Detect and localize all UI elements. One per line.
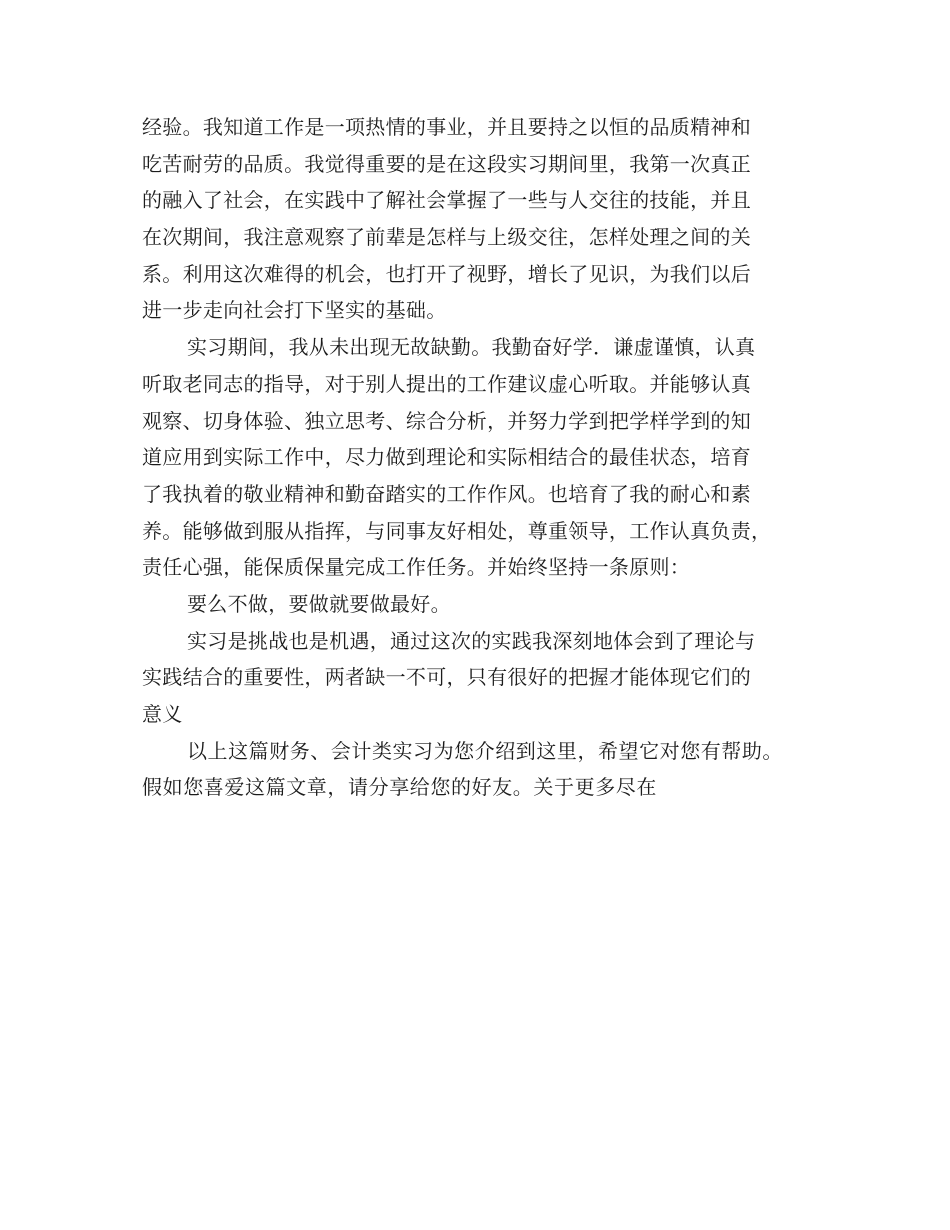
text-line: 观察、切身体验、独立思考、综合分析，并努力学到把学样学到的知 (142, 408, 751, 433)
text-line: 要么不做，要做就要做最好。 (187, 591, 451, 616)
paragraph (142, 329, 812, 586)
text-line: 的融入了社会，在实践中了解社会掌握了一些与人交往的技能，并且 (142, 188, 751, 213)
text-line: 假如您喜爱这篇文章，请分享给您的好友。关于更多尽在 (142, 775, 657, 800)
paragraph (142, 586, 812, 623)
text-line: 道应用到实际工作中，尽力做到理论和实际相结合的最佳状态，培育 (142, 445, 751, 470)
paragraph (142, 733, 812, 806)
paragraph (142, 623, 812, 733)
text-line: 意义 (142, 702, 183, 726)
text-line: 责任心强，能保质保量完成工作任务。并始终坚持一条原则： (142, 555, 691, 580)
text-line: 实习是挑战也是机遇，通过这次的实践我深刻地体会到了理论与 (187, 628, 756, 653)
document-body (142, 109, 812, 806)
paragraph (142, 109, 812, 329)
text-line: 了我执着的敬业精神和勤奋踏实的工作作风。也培育了我的耐心和素 (142, 481, 751, 506)
text-line: 经验。我知道工作是一项热情的事业，并且要持之以恒的品质精神和 (142, 115, 751, 139)
text-line: 系。利用这次难得的机会，也打开了视野，增长了见识，为我们以后 (142, 261, 751, 286)
text-line: 吃苦耐劳的品质。我觉得重要的是在这段实习期间里，我第一次真正 (142, 151, 751, 176)
text-line: 听取老同志的指导，对于别人提出的工作建议虚心听取。并能够认真 (142, 371, 751, 396)
text-line: 进一步走向社会打下坚实的基础。 (142, 298, 447, 323)
text-line: 在次期间，我注意观察了前辈是怎样与上级交往，怎样处理之间的关 (142, 225, 751, 250)
text-line: 养。能够做到服从指挥，与同事友好相处，尊重领导，工作认真负责， (142, 518, 772, 543)
text-line: 以上这篇财务、会计类实习为您介绍到这里，希望它对您有帮助。 (187, 738, 783, 763)
text-line: 实践结合的重要性，两者缺一不可，只有很好的把握才能体现它们的 (142, 665, 751, 690)
text-line: 实习期间，我从未出现无故缺勤。我勤奋好学．谦虚谨慎，认真 (187, 335, 756, 360)
